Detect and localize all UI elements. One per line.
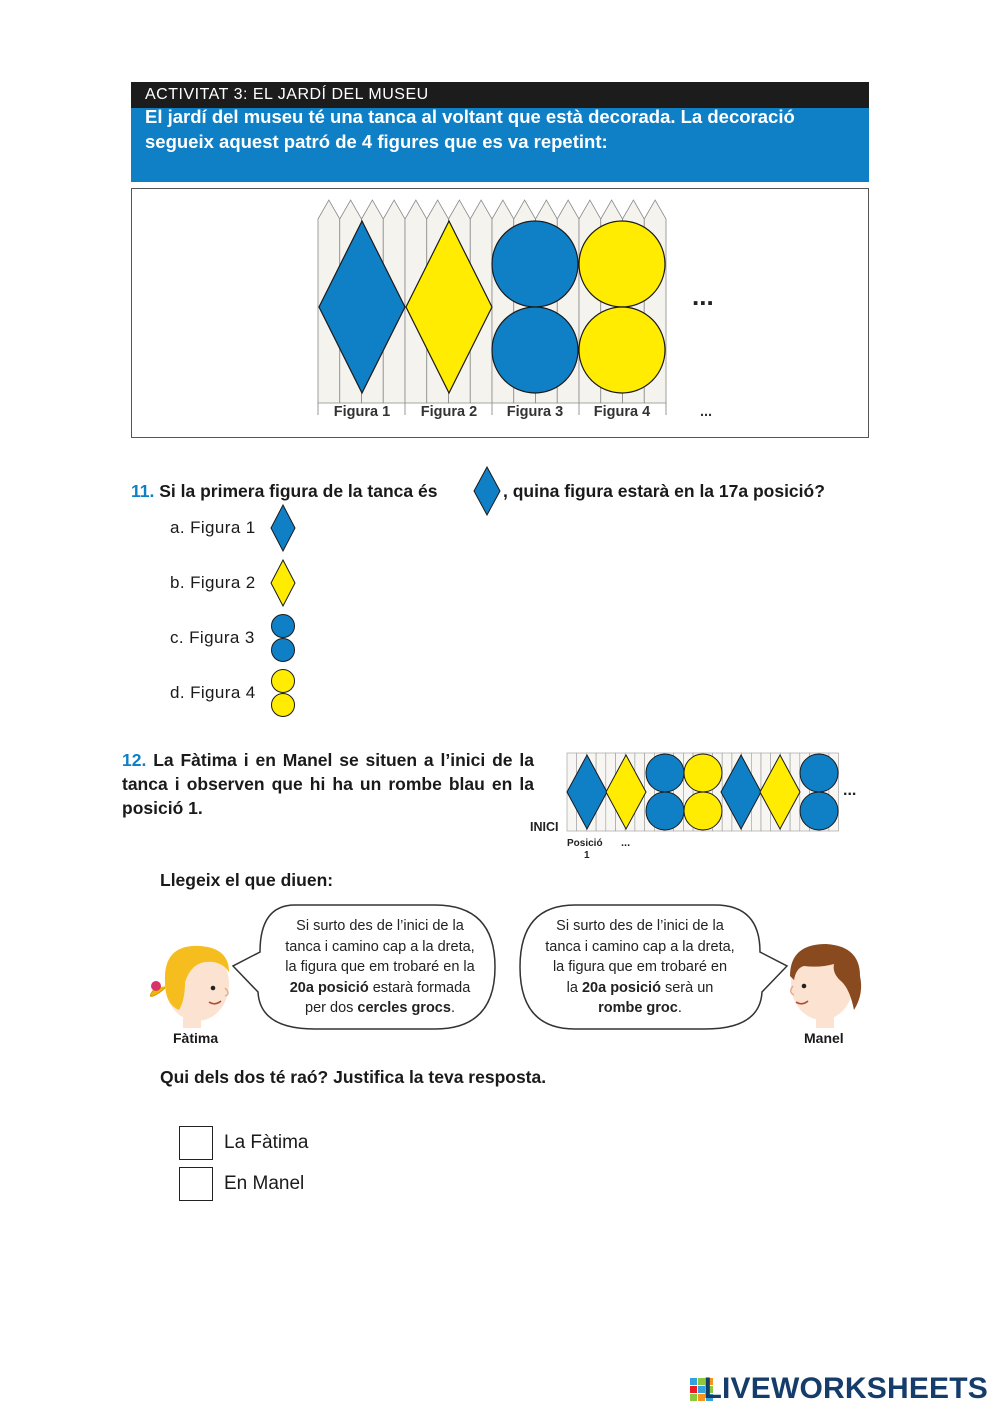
- mini-yellow-circle-1a: [684, 754, 722, 792]
- fence-figure-3-blue-circle-top: [492, 221, 578, 307]
- fence-label-2: Figura 2: [420, 404, 478, 420]
- manel-line-4: [522, 978, 758, 999]
- checkbox-manel[interactable]: [179, 1167, 213, 1201]
- mini-fence-inici: INICI: [530, 820, 559, 834]
- mini-blue-circle-1b: [646, 792, 684, 830]
- fatima-line-5-pre: per dos: [305, 1000, 358, 1016]
- q11-option-c-blue-circles: [270, 613, 296, 663]
- manel-line-4-pre: la: [566, 979, 582, 996]
- intro-box: [131, 108, 869, 182]
- fence-figure-4-yellow-circle-bottom: [579, 307, 665, 393]
- fence-illustration: [131, 188, 869, 438]
- manel-avatar: [776, 938, 871, 1030]
- fatima-line-5: [262, 998, 498, 1019]
- q11-option-d[interactable]: d. Figura 4: [170, 683, 256, 702]
- mini-blue-circle-1a: [646, 754, 684, 792]
- manel-line-5: [522, 998, 758, 1019]
- q12-text: La Fàtima i en Manel se situen a l’inici de la tanca i observen que hi ha un rombe blau en la posició 1.: [122, 750, 534, 818]
- fatima-line-3: la figura que em trobaré en la: [285, 959, 475, 975]
- q11-option-b[interactable]: b. Figura 2: [170, 573, 256, 592]
- fence-ellipsis: ...: [692, 281, 714, 311]
- fence-label-3: Figura 3: [506, 404, 564, 420]
- mini-blue-circle-2b: [800, 792, 838, 830]
- q11-text-after: , quina figura estarà en la 17a posició?: [503, 481, 825, 501]
- mini-blue-circle-2a: [800, 754, 838, 792]
- q11-option-b-yellow-rhombus: [270, 559, 296, 607]
- choice-label-manel: En Manel: [224, 1173, 305, 1194]
- manel-line-4-rest: serà un: [660, 979, 714, 996]
- mini-fence-posicio-num: 1: [584, 850, 590, 861]
- manel-line-3: la figura que em trobaré en: [552, 959, 728, 975]
- fence-label-1: Figura 1: [333, 404, 391, 420]
- manel-line-1: Si surto des de l’inici de la: [556, 918, 724, 934]
- mini-yellow-circle-1b: [684, 792, 722, 830]
- q11-option-a-blue-rhombus: [270, 504, 296, 552]
- manel-line-5-post: .: [677, 1000, 682, 1016]
- mini-fence-dots: ...: [621, 837, 631, 849]
- q12-statement: [122, 748, 534, 820]
- intro-text: El jardí del museu té una tanca al voltant que està decorada. La decoració segueix aquest patró de 4 figures que es va repetint:: [145, 108, 795, 152]
- manel-speech-text: [522, 916, 758, 1019]
- q11-text-before: Si la primera figura de la tanca és: [159, 481, 438, 501]
- manel-name: Manel: [804, 1030, 844, 1046]
- q12-question: Qui dels dos té raó? Justifica la teva resposta.: [160, 1067, 547, 1087]
- checkbox-fatima[interactable]: [179, 1126, 213, 1160]
- q11-prefix: [131, 481, 437, 502]
- fatima-line-4: [262, 978, 498, 999]
- q12-mini-fence: [528, 750, 868, 862]
- q12-number: 12.: [122, 750, 147, 770]
- q11-inline-blue-rhombus: [473, 466, 501, 516]
- fatima-avatar: [145, 938, 240, 1030]
- manel-20a-posicio: 20a posició: [581, 979, 661, 996]
- choice-label-fatima: La Fàtima: [224, 1132, 309, 1153]
- manel-rombe-groc: rombe groc: [598, 1000, 678, 1016]
- mini-fence-ellipsis: ...: [843, 782, 857, 799]
- fatima-line-1: Si surto des de l’inici de la: [296, 918, 464, 934]
- fence-figure-4-yellow-circle-top: [579, 221, 665, 307]
- fatima-name: Fàtima: [173, 1030, 219, 1046]
- q11-option-d-yellow-circles: [270, 668, 296, 718]
- fence-label-5: ...: [700, 404, 713, 420]
- fatima-cercles-grocs: cercles grocs: [357, 1000, 451, 1016]
- fatima-line-5-post: .: [450, 1000, 455, 1016]
- manel-line-2: tanca i camino cap a la dreta,: [545, 938, 735, 955]
- fatima-speech-text: [262, 916, 498, 1019]
- q11-number: 11.: [131, 481, 155, 501]
- fatima-line-4-rest: estarà formada: [368, 979, 471, 996]
- fatima-line-2: tanca i camino cap a la dreta,: [285, 938, 475, 955]
- activity-title: ACTIVITAT 3: EL JARDÍ DEL MUSEU: [131, 82, 869, 108]
- liveworksheets-brand[interactable]: LIVEWORKSHEETS: [703, 1372, 988, 1405]
- fence-figure-3-blue-circle-bottom: [492, 307, 578, 393]
- mini-fence-posicio: Posició: [567, 838, 603, 849]
- q11-option-a[interactable]: a. Figura 1: [170, 518, 256, 537]
- fatima-20a-posicio: 20a posició: [289, 979, 369, 996]
- q11-option-c[interactable]: c. Figura 3: [170, 628, 255, 647]
- q12-read-label: Llegeix el que diuen:: [160, 870, 334, 890]
- fence-label-4: Figura 4: [593, 404, 651, 420]
